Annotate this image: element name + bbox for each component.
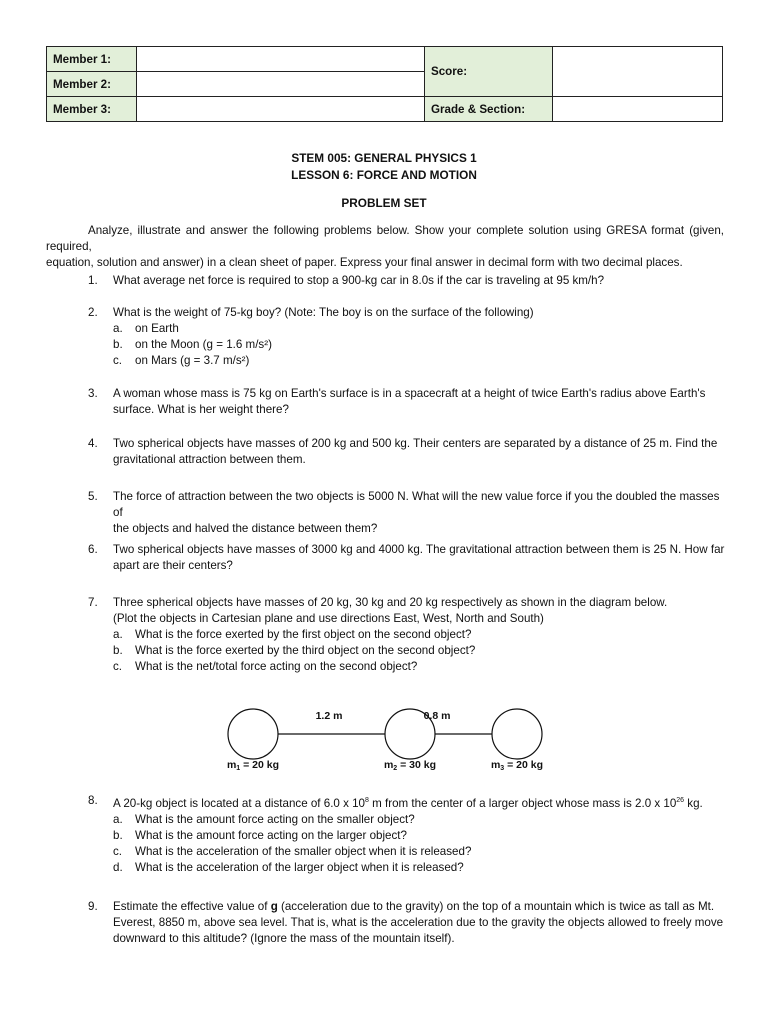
problem-3: [88, 386, 728, 418]
sub-question: a. on Earth: [113, 322, 179, 335]
three-mass-diagram: [220, 700, 560, 772]
mass-3-circle: [492, 709, 542, 759]
sub-question: c. What is the acceleration of the smaller object when it is released?: [113, 844, 472, 858]
sub-question: a. What is the amount force acting on the smaller object?: [113, 812, 415, 826]
problem-text-line-2: apart are their centers?: [113, 559, 233, 572]
problem-number: 6.: [88, 543, 98, 556]
member-2-field[interactable]: [137, 72, 425, 97]
instructions-line-1: Analyze, illustrate and answer the following problems below. Show your complete solution using GRESA format (given, required,: [46, 224, 724, 253]
mass-3-label: m3 = 20 kg: [490, 759, 544, 772]
sub-question: a. What is the force exerted by the first object on the second object?: [113, 628, 472, 641]
problem-text: A 20-kg object is located at a distance of 6.0 x $10^8$ m from the center of a larger object whose mass is 2.0 x $10^{26}$ kg.: [113, 796, 703, 810]
problem-number: 4.: [88, 437, 98, 450]
instructions-line-2: equation, solution and answer) in a clean sheet of paper. Express your final answer in decimal form with two decimal places.: [46, 256, 683, 269]
sub-question: b. What is the force exerted by the third object on the second object?: [113, 644, 476, 657]
problem-number: 8.: [88, 794, 98, 807]
sub-question: c. on Mars (g = 3.7 m/s²): [113, 354, 250, 367]
grade-section-field[interactable]: [553, 97, 723, 122]
sub-question: b. on the Moon (g = 1.6 m/s²): [113, 338, 272, 351]
distance-label-1-2: 1.2 m: [315, 710, 343, 722]
problem-number: 1.: [88, 274, 98, 287]
member-2-label: Member 2:: [47, 72, 137, 97]
lesson-title: LESSON 6: FORCE AND MOTION: [291, 168, 477, 182]
distance-label-2-3: 0.8 m: [423, 710, 451, 722]
problem-number: 3.: [88, 387, 98, 400]
course-title: STEM 005: GENERAL PHYSICS 1: [291, 151, 477, 165]
group-info-table: [46, 46, 723, 122]
problem-2: [88, 305, 728, 369]
problem-4: [88, 436, 728, 468]
problem-8: [88, 793, 728, 876]
problem-text-line-1: Three spherical objects have masses of 20 kg, 30 kg and 20 kg respectively as shown in the diagram below.: [113, 596, 668, 609]
problem-text: What is the weight of 75-kg boy? (Note: The boy is on the surface of the following): [113, 306, 534, 319]
score-label: Score:: [425, 47, 553, 97]
problem-set-heading: PROBLEM SET: [341, 196, 427, 210]
mass-1-circle: [228, 709, 278, 759]
score-field[interactable]: [553, 47, 723, 97]
grade-section-label: Grade & Section:: [425, 97, 553, 122]
problem-number: 7.: [88, 596, 98, 609]
problem-number: 2.: [88, 306, 98, 319]
problem-text-line-2: surface. What is her weight there?: [113, 403, 289, 416]
mass-1-label: m1 = 20 kg: [226, 759, 280, 772]
instructions: [46, 223, 724, 271]
mass-2-label: m2 = 30 kg: [383, 759, 437, 772]
problem-number: 9.: [88, 900, 98, 913]
problem-5: [88, 489, 728, 537]
sub-question: d. What is the acceleration of the larger object when it is released?: [113, 860, 464, 874]
problem-text-line-1: A woman whose mass is 75 kg on Earth's surface is in a spacecraft at a height of twice Earth's radius above Earth's: [113, 387, 706, 400]
member-1-field[interactable]: [137, 47, 425, 72]
member-3-field[interactable]: [137, 97, 425, 122]
problem-6: [88, 542, 728, 574]
problem-text-line-2: gravitational attraction between them.: [113, 453, 306, 466]
problem-text-line-2: the objects and halved the distance between them?: [113, 522, 378, 535]
problem-9: [88, 899, 728, 947]
problem-text-line-2: (Plot the objects in Cartesian plane and use directions East, West, North and South): [113, 612, 544, 625]
problem-text-line-1: Two spherical objects have masses of 3000 kg and 4000 kg. The gravitational attraction between them is 25 N. How far: [113, 543, 725, 556]
problem-text-line-1: Two spherical objects have masses of 200 kg and 500 kg. Their centers are separated by a distance of 25 m. Find the: [113, 437, 718, 450]
sub-question: c. What is the net/total force acting on the second object?: [113, 660, 418, 673]
problem-1: [88, 273, 728, 289]
problem-text: What average net force is required to stop a 900-kg car in 8.0s if the car is traveling at 95 km/h?: [113, 274, 605, 287]
problem-text-line-1: Estimate the effective value of g (acceleration due to the gravity) on the top of a mountain which is twice as tall as Mt.: [113, 900, 715, 913]
sub-question: b. What is the amount force acting on the larger object?: [113, 828, 407, 842]
problem-text-line-1: The force of attraction between the two objects is 5000 N. What will the new value force if you the doubled the masses of: [113, 490, 720, 519]
member-3-label: Member 3:: [47, 97, 137, 122]
member-1-label: Member 1:: [47, 47, 137, 72]
problem-text-line-3: downward to this altitude? (Ignore the mass of the mountain itself).: [113, 932, 455, 945]
problem-7: [88, 595, 728, 675]
problem-number: 5.: [88, 490, 98, 503]
problem-text-line-2: Everest, 8850 m, above sea level. That is, what is the acceleration due to the gravity the objects allowed to freely move: [113, 916, 724, 929]
